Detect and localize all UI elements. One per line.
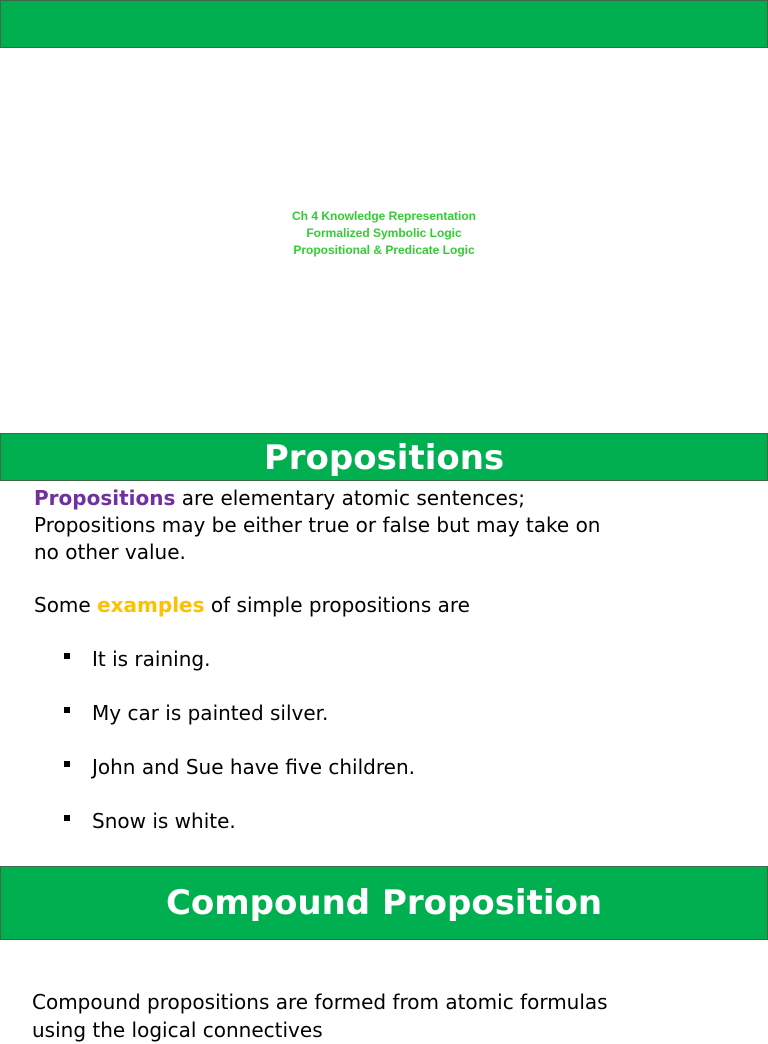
definition-line-3: no other value. bbox=[34, 540, 186, 564]
list-item-text: It is raining. bbox=[92, 647, 211, 671]
bullet-icon bbox=[64, 707, 70, 713]
slide2-heading: Propositions bbox=[0, 433, 768, 481]
list-item bbox=[60, 698, 415, 752]
title-line: Formalized Symbolic Logic bbox=[306, 226, 462, 240]
list-item-text: My car is painted silver. bbox=[92, 701, 329, 725]
examples-suffix: of simple propositions are bbox=[204, 593, 470, 617]
compound-definition bbox=[32, 988, 752, 1044]
compound-line-2: using the logical connectives bbox=[32, 1018, 323, 1042]
bullet-icon bbox=[64, 653, 70, 659]
examples-term: examples bbox=[97, 593, 205, 617]
compound-line-1: Compound propositions are formed from atomic formulas bbox=[32, 990, 608, 1014]
slide1-header-band bbox=[0, 0, 768, 48]
slide1-title bbox=[0, 208, 768, 259]
list-item bbox=[60, 644, 415, 698]
examples-prefix: Some bbox=[34, 593, 98, 617]
propositions-definition bbox=[34, 485, 734, 566]
examples-list bbox=[60, 644, 415, 860]
propositions-term: Propositions bbox=[34, 486, 176, 510]
definition-line-1 bbox=[34, 485, 734, 512]
title-line: Ch 4 Knowledge Representation bbox=[291, 209, 477, 223]
definition-line-2: Propositions may be either true or false but may take on bbox=[34, 513, 601, 537]
list-item-text: Snow is white. bbox=[92, 809, 236, 833]
bullet-icon bbox=[64, 815, 70, 821]
examples-intro bbox=[34, 592, 734, 619]
bullet-icon bbox=[64, 761, 70, 767]
slide3-heading: Compound Proposition bbox=[0, 866, 768, 940]
title-line: Propositional & Predicate Logic bbox=[293, 243, 475, 257]
list-item bbox=[60, 752, 415, 806]
definition-text: are elementary atomic sentences; bbox=[175, 486, 525, 510]
list-item-text: John and Sue have five children. bbox=[92, 755, 415, 779]
list-item bbox=[60, 806, 415, 860]
